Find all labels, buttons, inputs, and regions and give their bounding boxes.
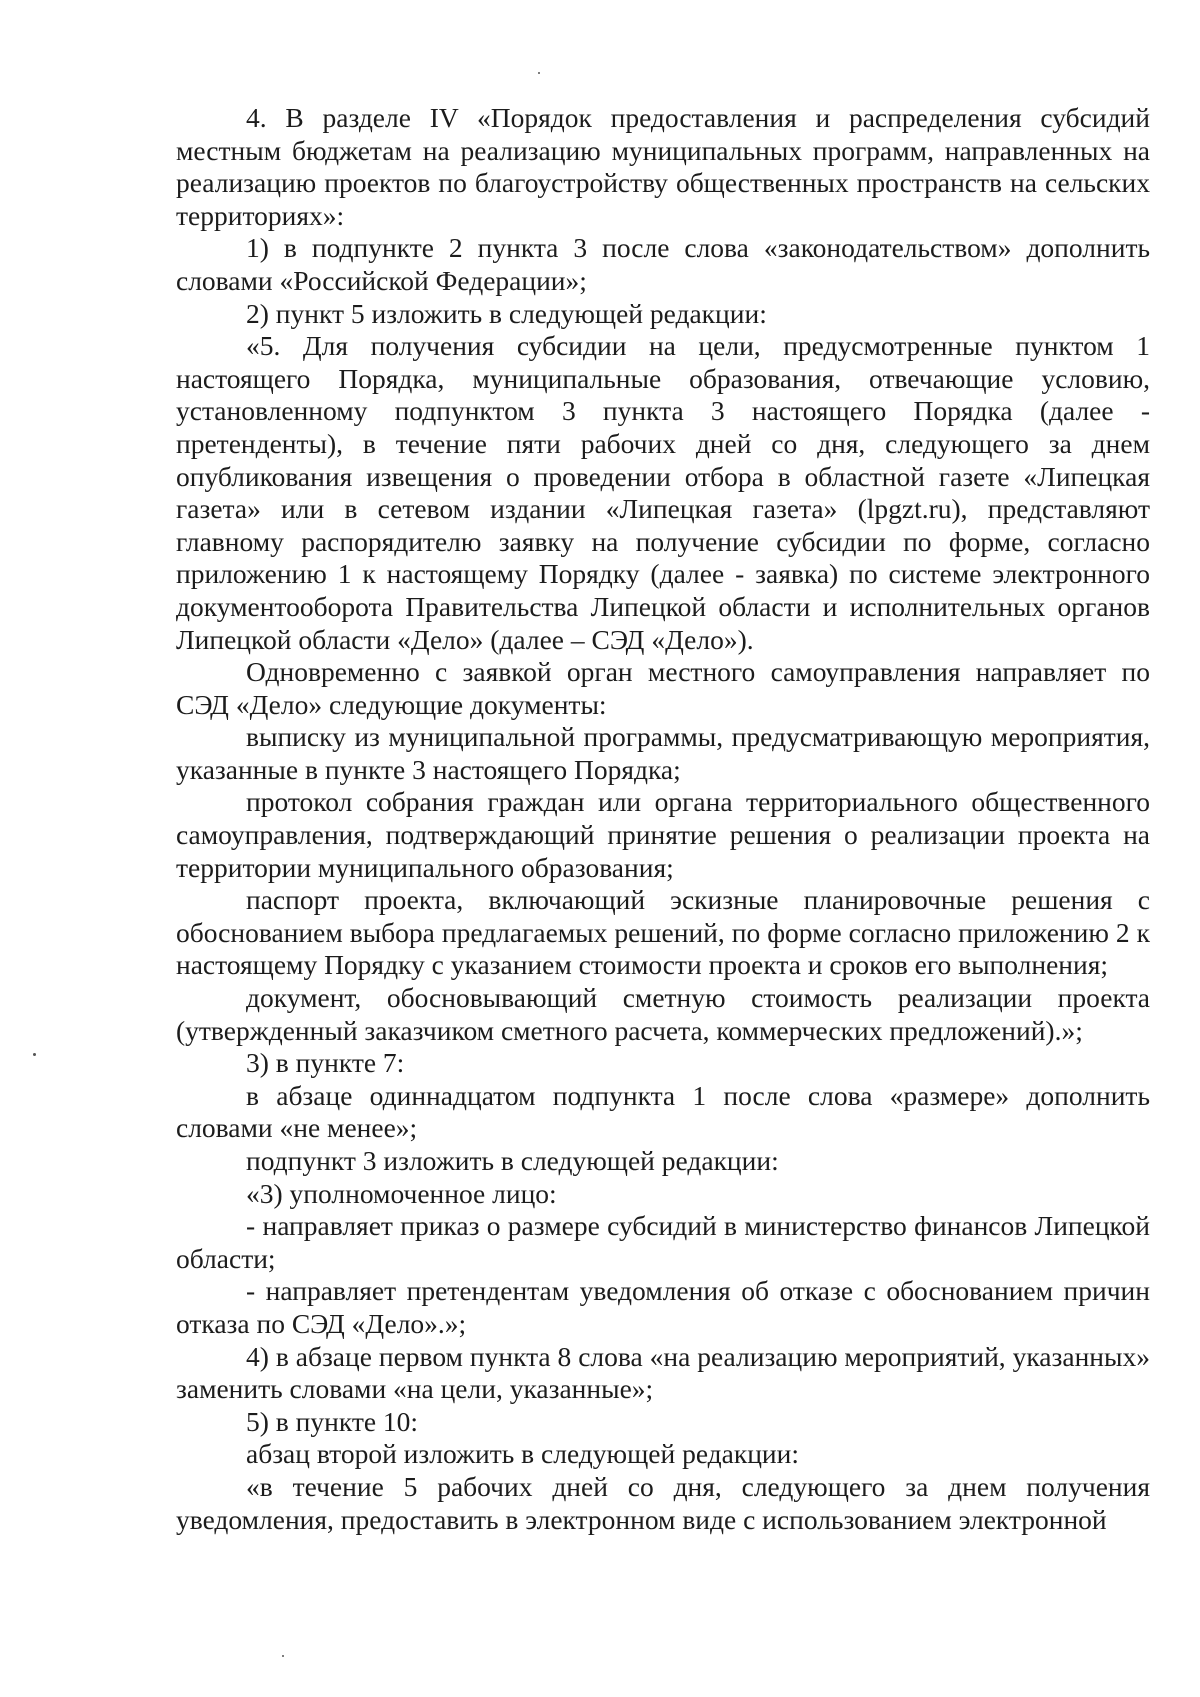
paragraph-item-4: 4) в абзаце первом пункта 8 слова «на реализацию мероприятий, указанных» заменить словами «на цели, указанные»; <box>176 1340 1150 1405</box>
paragraph-doc-program-extract: выписку из муниципальной программы, предусматривающую мероприятия, указанные в пункте 3 настоящего Порядка; <box>176 721 1150 785</box>
paragraph-section-4-intro: 4. В разделе IV «Порядок предоставления и распределения субсидий местным бюджетам на реализацию муниципальных программ, направленных на реализацию проектов по благоустройству общественных пространств на сельских территориях»: <box>176 102 1150 231</box>
paragraph-item-5: 5) в пункте 10: <box>246 1405 419 1437</box>
paragraph-authorized-person: «3) уполномоченное лицо: <box>246 1177 557 1209</box>
paragraph-item-3: 3) в пункте 7: <box>246 1047 405 1079</box>
paragraph-doc-protocol: протокол собрания граждан или органа территориального общественного самоуправления, подтверждающий принятие решения о реализации проекта на территории муниципального образования; <box>176 786 1150 883</box>
paragraph-doc-estimate: документ, обосновывающий сметную стоимость реализации проекта (утвержденный заказчиком сметного расчета, коммерческих предложений).»; <box>176 982 1150 1046</box>
paragraph-item-5-text: «в течение 5 рабочих дней со дня, следующего за днем получения уведомления, предоставить в электронном виде с использованием электронной <box>176 1470 1150 1535</box>
paragraph-subitem-3-intro: подпункт 3 изложить в следующей редакции: <box>246 1145 779 1176</box>
paragraph-documents-intro: Одновременно с заявкой орган местного самоуправления направляет по СЭД «Дело» следующие документы: <box>176 656 1150 720</box>
paragraph-order-to-ministry: - направляет приказ о размере субсидий в министерство финансов Липецкой области; <box>176 1210 1150 1274</box>
document-page <box>176 102 1150 1536</box>
paragraph-point-5: «5. Для получения субсидии на цели, предусмотренные пунктом 1 настоящего Порядка, муниципальные образования, отвечающие условию, установленному подпунктом 3 пункта 3 настоящего Порядка (далее - претенденты), в течение пяти рабочих дней со дня, следующего за днем опубликования извещения о проведении отбора в областной газете «Липецкая газета» или в сетевом издании «Липецкая газета» (lpgzt.ru), представляют главному распорядителю заявку на получение субсидии по форме, согласно приложению 1 к настоящему Порядку (далее - заявка) по системе электронного документооборота Правительства Липецкой области и исполнительных органов Липецкой области «Дело» (далее – СЭД «Дело»). <box>176 330 1150 655</box>
scan-speck <box>282 1655 284 1657</box>
paragraph-item-5-intro: абзац второй изложить в следующей редакции: <box>246 1438 800 1470</box>
paragraph-item-3-amend: в абзаце одиннадцатом подпункта 1 после слова «размере» дополнить словами «не менее»; <box>176 1079 1150 1144</box>
scan-speck <box>538 72 540 74</box>
paragraph-refusal-notice: - направляет претендентам уведомления об отказе с обоснованием причин отказа по СЭД «Дело».»; <box>176 1275 1150 1339</box>
paragraph-item-1: 1) в подпункте 2 пункта 3 после слова «законодательством» дополнить словами «Российской Федерации»; <box>176 232 1150 296</box>
paragraph-doc-passport: паспорт проекта, включающий эскизные планировочные решения с обоснованием выбора предлагаемых решений, по форме согласно приложению 2 к настоящему Порядку с указанием стоимости проекта и сроков его выполнения; <box>176 884 1150 981</box>
paragraph-item-2: 2) пункт 5 изложить в следующей редакции: <box>246 297 767 329</box>
scan-speck <box>33 1053 36 1056</box>
